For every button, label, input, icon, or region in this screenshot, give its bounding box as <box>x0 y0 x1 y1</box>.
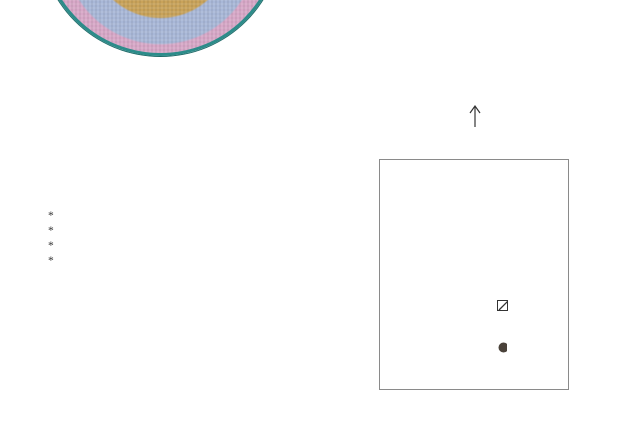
wreath-chart-excerpt <box>333 0 595 125</box>
list-item <box>48 224 61 239</box>
wreath-chart-grid <box>333 0 595 125</box>
list-item <box>48 254 61 269</box>
materials-list <box>48 209 61 269</box>
french-knots-row <box>497 340 522 354</box>
backstitch-row <box>497 298 522 312</box>
instruction-step-1 <box>32 276 318 292</box>
stitched-pincushion-photo <box>40 0 281 56</box>
towel-hedgehog-chart-grid <box>30 422 600 440</box>
french-knot-icon <box>497 342 508 353</box>
center-arrow-icon <box>468 103 482 127</box>
backstitch-swatch-icon <box>497 300 508 311</box>
list-item <box>48 209 61 224</box>
list-item <box>48 239 61 254</box>
instruction-step-2 <box>32 356 318 372</box>
thread-key <box>379 159 569 390</box>
